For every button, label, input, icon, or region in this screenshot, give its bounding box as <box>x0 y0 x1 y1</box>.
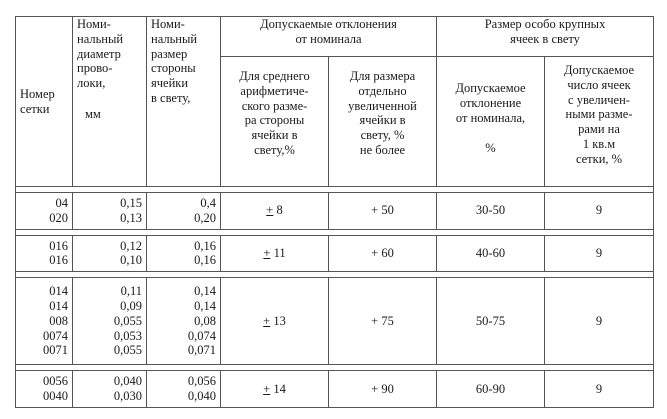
cell-side-cell: 0,4 0,20 <box>147 193 221 229</box>
mesh-number-cell: 016 016 <box>16 235 73 271</box>
average-deviation-cell: + 13 <box>221 278 329 365</box>
allowed-count-cell: 9 <box>545 235 654 271</box>
wire-diameter-cell: 0,11 0,09 0,055 0,053 0,055 <box>73 278 147 365</box>
header-cell-side-size: Номи- нальный размер стороны ячейки в свету, <box>147 17 221 187</box>
average-deviation-cell: + 11 <box>221 235 329 271</box>
table-row <box>16 371 654 408</box>
allowed-count-cell: 9 <box>545 278 654 365</box>
single-deviation-cell: + 60 <box>329 235 437 271</box>
mesh-number-cell: 0056 0040 <box>16 371 73 408</box>
wire-diameter-cell: 0,12 0,10 <box>73 235 147 271</box>
header-allowed-deviation-percent: Допускаемое отклонение от номинала, % <box>437 57 545 187</box>
header-single-cell-deviation: Для размера отдельно увеличенной ячейки в свету, % не более <box>329 57 437 187</box>
average-deviation-cell: + 14 <box>221 371 329 408</box>
table-row <box>16 193 654 229</box>
mesh-spec-table <box>15 16 654 408</box>
wire-diameter-cell: 0,040 0,030 <box>73 371 147 408</box>
allowed-count-cell: 9 <box>545 371 654 408</box>
single-deviation-cell: + 90 <box>329 371 437 408</box>
header-allowed-count: Допускаемое число ячеек с увеличен- ными разме- рами на 1 кв.м сетки, % <box>545 57 654 187</box>
allowed-deviation-cell: 30-50 <box>437 193 545 229</box>
header-group-large-cells: Размер особо крупных ячеек в свету <box>437 17 654 57</box>
header-mesh-number: Номер сетки <box>16 17 73 187</box>
allowed-deviation-cell: 60-90 <box>437 371 545 408</box>
header-group-allowed-deviations: Допускаемые отклонения от номинала <box>221 17 437 57</box>
allowed-deviation-cell: 40-60 <box>437 235 545 271</box>
average-deviation-cell: + 8 <box>221 193 329 229</box>
wire-diameter-cell: 0,15 0,13 <box>73 193 147 229</box>
mesh-number-cell: 014 014 008 0074 0071 <box>16 278 73 365</box>
table-row <box>16 235 654 271</box>
header-wire-diameter: Номи- нальный диаметр прово- локи, мм <box>73 17 147 187</box>
single-deviation-cell: + 50 <box>329 193 437 229</box>
header-average-deviation: Для среднего арифметиче- ского разме- ра стороны ячейки в свету,% <box>221 57 329 187</box>
allowed-count-cell: 9 <box>545 193 654 229</box>
single-deviation-cell: + 75 <box>329 278 437 365</box>
table-row <box>16 278 654 365</box>
cell-side-cell: 0,16 0,16 <box>147 235 221 271</box>
cell-side-cell: 0,14 0,14 0,08 0,074 0,071 <box>147 278 221 365</box>
allowed-deviation-cell: 50-75 <box>437 278 545 365</box>
mesh-number-cell: 04 020 <box>16 193 73 229</box>
cell-side-cell: 0,056 0,040 <box>147 371 221 408</box>
